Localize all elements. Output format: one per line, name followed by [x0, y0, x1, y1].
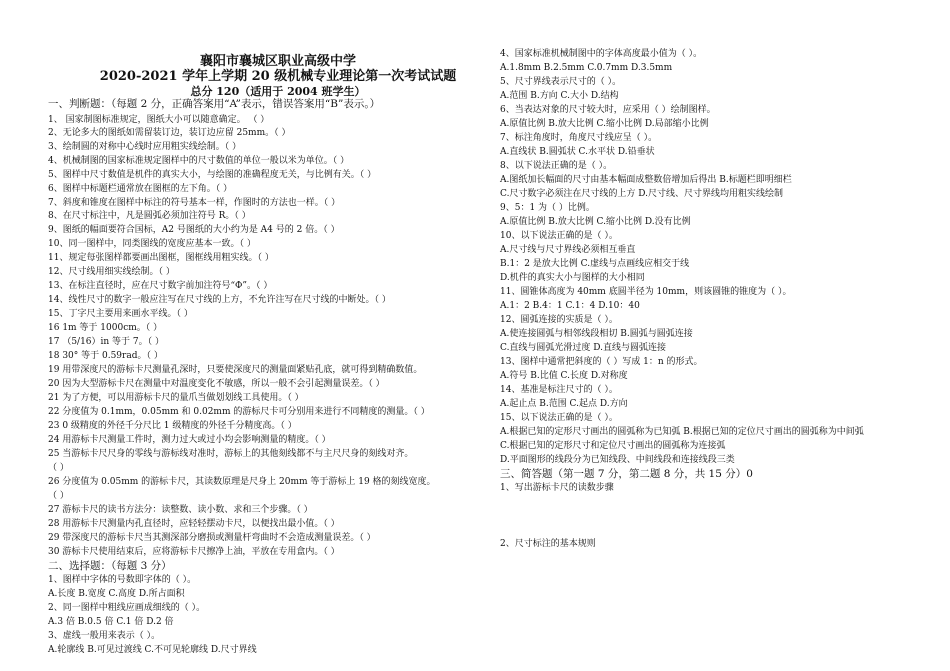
left-line-16: 15、丁字尺主要用来画水平线。（ ） [48, 309, 193, 319]
left-line-40: A.轮廓线 B.可见过渡线 C.不可见轮廓线 D.尺寸界线 [48, 645, 257, 655]
left-line-30: 27 游标卡尺的读书方法分：读整数、读小数、求和三个步骤。（ ） [48, 505, 313, 515]
right-line-19: A.1：2 B.4：1 C.1：4 D.10：40 [500, 301, 640, 311]
left-line-32: 29 带深度尺的游标卡尺当其测深部分磨损或测量杆弯曲时不会造成测量误差。（ ） [48, 533, 376, 543]
right-line-25: 14、基准是标注尺寸的（ ）。 [500, 385, 618, 395]
left-line-11: 10、同一图样中，同类图线的宽度应基本一致。（ ） [48, 239, 256, 249]
left-line-6: 5、图样中尺寸数值是机件的真实大小，与绘图的准确程度无关，与比例有关。（ ） [48, 170, 377, 180]
left-line-39: 3、虚线一般用来表示（ ）。 [48, 631, 161, 641]
score-note: 总分 120（适用于 2004 班学生） [190, 85, 366, 98]
right-line-5: 6、当表达对象的尺寸较大时，应采用（ ）绘制图样。 [500, 105, 716, 115]
left-line-29: （ ） [48, 491, 69, 501]
right-line-4: A.范围 B.方向 C.大小 D.结构 [500, 91, 619, 101]
left-line-31: 28 用游标卡尺测量内孔直径时，应轻轻摆动卡尺，以便找出最小值。（ ） [48, 519, 340, 529]
right-line-30: D.平面图形的线段分为已知线段、中间线段和连接线段三类 [500, 455, 735, 465]
right-line-16: B.1：2 是放大比例 C.虚线与点画线应相交于线 [500, 259, 690, 269]
left-line-20: 19 用带深度尺的游标卡尺测量孔深时，只要使深度尺的测量面紧贴孔底，就可得到精确数值。 [48, 365, 423, 375]
left-line-17: 16 1m 等于 1000cm。（ ） [48, 323, 163, 333]
right-line-8: A.直线状 B.圆弧状 C.水平状 D.铅垂状 [500, 147, 655, 157]
right-line-27: 15、以下说法正确的是（ ）。 [500, 413, 618, 423]
right-line-9: 8、以下说法正确的是（ ）。 [500, 161, 613, 171]
left-line-8: 7、斜度和锥度在图样中标注的符号基本一样，作图时的方法也一样。（ ） [48, 198, 341, 208]
right-line-13: A.原值比例 B.放大比例 C.缩小比例 D.没有比例 [500, 217, 691, 227]
left-line-2: 1、 国家制图标准规定，图纸大小可以随意确定。 （ ） [48, 115, 270, 125]
left-line-14: 13、在标注直径时，应在尺寸数字前加注符号“Φ”。（ ） [48, 281, 273, 291]
right-line-1: 4、国家标准机械制图中的字体高度最小值为（ ）。 [500, 49, 703, 59]
left-line-15: 14、线性尺寸的数字一般应注写在尺寸线的上方，不允许注写在尺寸线的中断处。（ ） [48, 295, 391, 305]
left-line-1: 一、判断题：（每题 2 分，正确答案用“A”表示，错误答案用“B”表示。） [48, 98, 381, 110]
left-line-33: 30 游标卡尺使用结束后，应将游标卡尺擦净上油，平放在专用盒内。（ ） [48, 547, 340, 557]
right-line-24: A.符号 B.比值 C.长度 D.对称度 [500, 371, 628, 381]
left-line-38: A.3 倍 B.0.5 倍 C.1 倍 D.2 倍 [48, 617, 174, 627]
left-line-7: 6、图样中标题栏通常放在图框的左下角。（ ） [48, 184, 233, 194]
right-line-6: A.原值比例 B.放大比例 C.缩小比例 D.局部缩小比例 [500, 119, 709, 129]
left-line-18: 17 （5/16）in 等于 7。（ ） [48, 337, 165, 347]
left-line-19: 18 30° 等于 0.59rad。（ ） [48, 351, 163, 361]
right-line-11: C.尺寸数字必须注在尺寸线的上方 D.尺寸线、尺寸界线均用粗实线绘制 [500, 189, 784, 199]
left-line-12: 11、规定每张图样都要画出图框，图框线用粗实线。（ ） [48, 253, 274, 263]
right-line-12: 9、5：1 为（ ）比例。 [500, 203, 595, 213]
left-line-27: （ ） [48, 463, 69, 473]
right-line-18: 11、圆锥体高度为 40mm 底圆半径为 10mm，则该圆锥的锥度为（ ）。 [500, 287, 792, 297]
right-line-20: 12、圆弧连接的实质是（ ）。 [500, 315, 618, 325]
right-line-26: A.起止点 B.范围 C.起点 D.方向 [500, 399, 628, 409]
right-line-28: A.根据已知的定形尺寸画出的圆弧称为已知弧 B.根据已知的定位尺寸画出的圆弧称为中间弧 [500, 427, 864, 437]
right-line-17: D.机件的真实大小与图样的大小相同 [500, 273, 645, 283]
right-line-7: 7、标注角度时，角度尺寸线应呈（ ）。 [500, 133, 658, 143]
right-line-31: 三、简答题（第一题 7 分，第二题 8 分，共 15 分）0 [500, 468, 753, 480]
left-line-37: 2、同一图样中粗线应画成细线的（ ）。 [48, 603, 206, 613]
right-line-33: 2、尺寸标注的基本规则 [500, 539, 596, 549]
left-line-24: 23 0 级精度的外径千分尺比 1 级精度的外径千分精度高。（ ） [48, 421, 297, 431]
left-line-22: 21 为了方便，可以用游标卡尺的量爪当做划划线工具使用。（ ） [48, 393, 304, 403]
right-line-2: A.1.8mm B.2.5mm C.0.7mm D.3.5mm [500, 63, 673, 73]
left-line-35: 1、图样中字体的号数即字体的（ ）。 [48, 575, 197, 585]
left-line-28: 26 分度值为 0.05mm 的游标卡尺，其读数原理是尺身上 20mm 等于游标上 19 格的刻线宽度。 [48, 477, 436, 487]
left-line-23: 22 分度值为 0.1mm，0.05mm 和 0.02mm 的游标尺卡可分别用来进行不同精度的测量。（ ） [48, 407, 430, 417]
left-line-4: 3、绘制圆的对称中心线时应用粗实线绘制。（ ） [48, 142, 242, 152]
left-line-21: 20 因为大型游标卡尺在测量中对温度变化不敏感，所以一般不会引起测量误差。（ ） [48, 379, 385, 389]
left-line-3: 2、无论多大的图纸如需留装订边，装订边应留 25mm。（ ） [48, 128, 291, 138]
school-name: 襄阳市襄城区职业高级中学 [199, 54, 356, 69]
right-line-14: 10、以下说法正确的是（ ）。 [500, 231, 618, 241]
right-line-3: 5、尺寸界线表示尺寸的（ ）。 [500, 77, 622, 87]
left-line-36: A.长度 B.宽度 C.高度 D.所占面积 [48, 589, 185, 599]
exam-title: 2020-2021 学年上学期 20 级机械专业理论第一次考试试题 [99, 69, 457, 84]
left-line-26: 25 当游标卡尺尺身的零线与游标线对准时，游标上的其他刻线都不与主尺尺身的刻线对齐。 [48, 449, 414, 459]
left-line-34: 二、选择题：（每题 3 分） [48, 560, 172, 572]
right-line-29: C.根据已知的定形尺寸和定位尺寸画出的圆弧称为连接弧 [500, 441, 726, 451]
right-line-32: 1、写出游标卡尺的读数步骤 [500, 483, 614, 493]
right-line-22: C.直线与圆弧光滑过度 D.直线与圆弧连接 [500, 343, 667, 353]
right-line-10: A.图纸加长幅面的尺寸由基本幅面成整数倍增加后得出 B.标题栏即明细栏 [500, 175, 792, 185]
left-line-9: 8、在尺寸标注中，凡是圆弧必须加注符号 R。（ ） [48, 211, 251, 221]
right-line-21: A.使连接圆弧与相邻线段相切 B.圆弧与圆弧连接 [500, 329, 693, 339]
right-line-23: 13、图样中通常把斜度的（ ）写成 1：n 的形式。 [500, 357, 703, 367]
left-line-5: 4、机械制图的国家标准规定图样中的尺寸数值的单位一般以米为单位。（ ） [48, 156, 350, 166]
left-line-10: 9、图纸的幅面要符合国标，A2 号图纸的大小约为是 A4 号的 2 倍。（ ） [48, 225, 340, 235]
left-line-25: 24 用游标卡尺测量工件时，测力过大或过小均会影响测量的精度。（ ） [48, 435, 331, 445]
left-line-13: 12、尺寸线用细实线绘制。（ ） [48, 267, 175, 277]
right-line-15: A.尺寸线与尺寸界线必须相互垂直 [500, 245, 636, 255]
